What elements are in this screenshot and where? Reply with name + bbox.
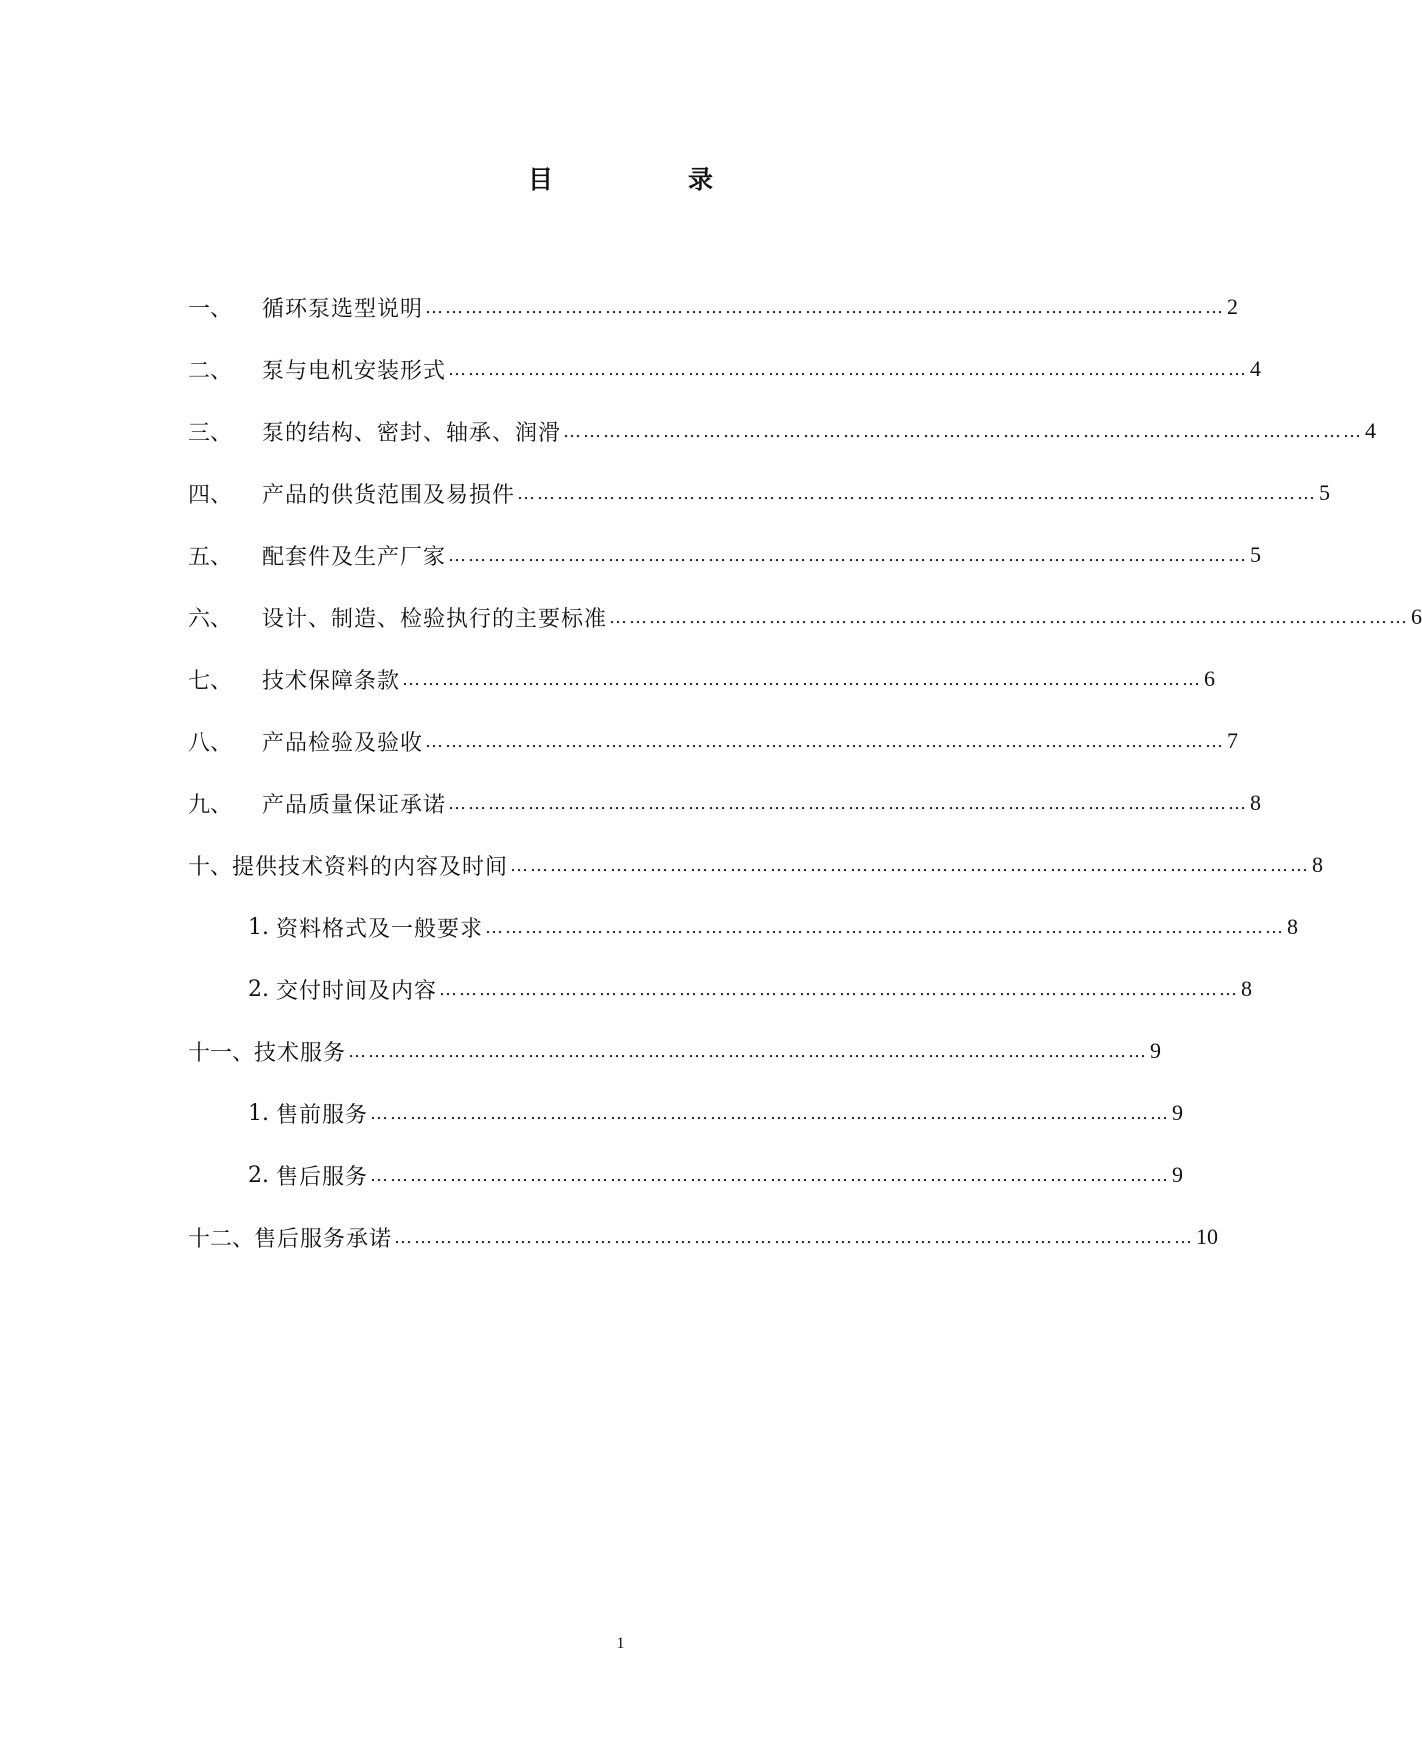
toc-entry-11[interactable] (188, 1031, 1162, 1071)
toc-entry-label: 配套件及生产厂家 (262, 544, 447, 570)
toc-entry-label: 产品检验及验收 (262, 730, 424, 756)
toc-entry-page: 9 (1150, 1038, 1162, 1063)
toc-entry-label: 售后服务 (276, 1164, 369, 1190)
toc-entry-page: 8 (1241, 976, 1253, 1001)
dot-leader: ………………………………………………………………………………………………………… (394, 1226, 1195, 1248)
toc-subentry-10-1[interactable] (248, 907, 1299, 947)
toc-entry-label: 设计、制造、检验执行的主要标准 (262, 606, 608, 632)
toc-entry-page: 6 (1411, 604, 1422, 629)
toc-entry-label: 产品质量保证承诺 (262, 792, 447, 818)
toc-entry-page: 8 (1250, 790, 1262, 815)
toc-entry-number: 1. (248, 914, 269, 940)
toc-entry-label: 产品的供货范围及易损件 (262, 482, 516, 508)
dot-leader: ………………………………………………………………………………………………………… (609, 606, 1410, 628)
toc-entry-2[interactable] (188, 349, 1262, 389)
dot-leader: ………………………………………………………………………………………………………… (425, 296, 1226, 318)
toc-entry-5[interactable] (188, 535, 1262, 575)
toc-subentry-11-1[interactable] (248, 1093, 1184, 1133)
toc-entry-label: 资料格式及一般要求 (276, 916, 484, 942)
dot-leader: ………………………………………………………………………………………………………… (425, 730, 1226, 752)
dot-leader: ………………………………………………………………………………………………………… (563, 420, 1364, 442)
toc-entry-label: 提供技术资料的内容及时间 (232, 854, 509, 880)
toc-entry-number: 三、 (188, 420, 233, 446)
toc-subentry-10-2[interactable] (248, 969, 1253, 1009)
dot-leader: ………………………………………………………………………………………………………… (370, 1102, 1171, 1124)
dot-leader: ………………………………………………………………………………………………………… (448, 544, 1249, 566)
toc-entry-number: 六、 (188, 606, 233, 632)
toc-entry-page: 10 (1196, 1224, 1219, 1249)
toc-entry-page: 7 (1227, 728, 1239, 753)
toc-entry-3[interactable] (188, 411, 1377, 451)
toc-entry-number: 二、 (188, 358, 233, 384)
toc-entry-page: 8 (1312, 852, 1324, 877)
toc-entry-page: 2 (1227, 294, 1239, 319)
toc-entry-page: 8 (1287, 914, 1299, 939)
toc-entry-number: 八、 (188, 730, 233, 756)
toc-entry-page: 5 (1250, 542, 1262, 567)
dot-leader: ………………………………………………………………………………………………………… (439, 978, 1240, 1000)
toc-entry-4[interactable] (188, 473, 1331, 513)
toc-entry-number: 四、 (188, 482, 233, 508)
dot-leader: ………………………………………………………………………………………………………… (485, 916, 1286, 938)
toc-title-char-1: 目 (528, 165, 554, 194)
toc-entry-number: 十一、 (188, 1040, 255, 1066)
toc-entry-page: 4 (1250, 356, 1262, 381)
toc-entry-page: 5 (1319, 480, 1331, 505)
dot-leader: ………………………………………………………………………………………………………… (402, 668, 1203, 690)
toc-entry-number: 十、 (188, 854, 233, 880)
toc-entry-label: 交付时间及内容 (276, 978, 438, 1004)
toc-entry-1[interactable] (188, 287, 1239, 327)
toc-entry-number: 七、 (188, 668, 233, 694)
toc-entry-number: 五、 (188, 544, 233, 570)
toc-entry-page: 9 (1172, 1100, 1184, 1125)
dot-leader: ………………………………………………………………………………………………………… (448, 792, 1249, 814)
toc-entry-page: 9 (1172, 1162, 1184, 1187)
dot-leader: ………………………………………………………………………………………………………… (370, 1164, 1171, 1186)
toc-entry-12[interactable] (188, 1217, 1219, 1257)
toc-entry-number: 2. (248, 1162, 269, 1188)
toc-entry-label: 售前服务 (276, 1102, 369, 1128)
dot-leader: ………………………………………………………………………………………………………… (517, 482, 1318, 504)
toc-subentry-11-2[interactable] (248, 1155, 1184, 1195)
toc-entry-page: 6 (1204, 666, 1216, 691)
toc-entry-number: 九、 (188, 792, 233, 818)
dot-leader: ………………………………………………………………………………………………………… (448, 358, 1249, 380)
toc-entry-label: 泵的结构、密封、轴承、润滑 (262, 420, 562, 446)
toc-entry-10[interactable] (188, 845, 1324, 885)
toc-entry-label: 售后服务承诺 (254, 1226, 393, 1252)
toc-title-char-2: 录 (688, 165, 714, 194)
toc-entry-number: 十二、 (188, 1226, 255, 1252)
toc-entry-page: 4 (1365, 418, 1377, 443)
toc-entry-label: 技术服务 (254, 1040, 347, 1066)
toc-entry-number: 一、 (188, 296, 233, 322)
toc-entry-number: 1. (248, 1100, 269, 1126)
toc-entry-8[interactable] (188, 721, 1239, 761)
toc-entry-6[interactable] (188, 597, 1422, 637)
toc-entry-label: 技术保障条款 (262, 668, 401, 694)
toc-entry-number: 2. (248, 976, 269, 1002)
toc-entry-9[interactable] (188, 783, 1262, 823)
toc-entry-7[interactable] (188, 659, 1216, 699)
dot-leader: ………………………………………………………………………………………………………… (348, 1040, 1149, 1062)
page-number: 1 (616, 1635, 625, 1652)
toc-entry-label: 泵与电机安装形式 (262, 358, 447, 384)
dot-leader: ………………………………………………………………………………………………………… (510, 854, 1311, 876)
toc-entry-label: 循环泵选型说明 (262, 296, 424, 322)
